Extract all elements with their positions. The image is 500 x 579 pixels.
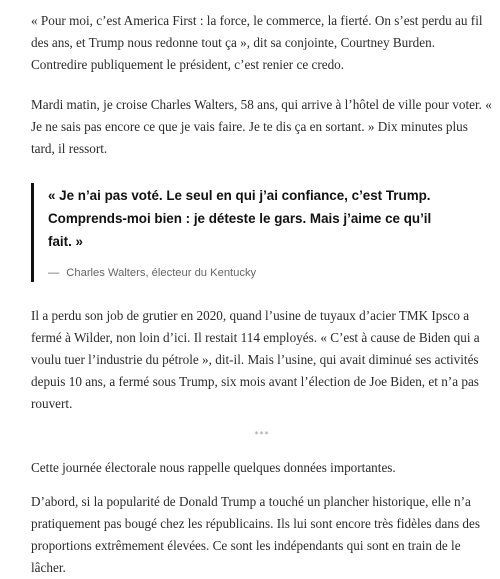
pull-quote-attribution [48,264,453,282]
section-separator: *** [254,430,270,439]
paragraph-charles-intro: Mardi matin, je croise Charles Walters, 58 ans, qui arrive à l’hôtel de ville pour voter. « Je ne sais pas encore ce que je vais faire. Je te dis ça en sortant. » Dix minutes plus tard, il ressort. [31,97,492,156]
article-body [31,10,493,579]
paragraph-popularity: D’abord, si la popularité de Donald Trump a touché un plancher historique, elle n’a pratiquement pas bougé chez les républicains. Ils lui sont encore très fidèles dans des proportions extrêmement élevées. Ce sont les indépendants qui sont en train de le lâcher. [31,494,480,575]
pull-quote-text: « Je n’ai pas voté. Le seul en qui j’ai confiance, c’est Trump. Comprends-moi bien : je déteste le gars. Mais j’aime ce qu’il fait. » [48,188,432,249]
paragraph-grutier: Il a perdu son job de grutier en 2020, quand l’usine de tuyaux d’acier TMK Ipsco a fermé à Wilder, non loin d’ici. Il restait 114 employés. « C’est à cause de Biden qui a voulu tuer l’industrie du pétrole », dit-il. Mais l’usine, qui avait diminué ses activités depuis 10 ans, a fermé sous Trump, six mois avant l’élection de Joe Biden, et n’a pas rouvert. [31,308,480,411]
attribution-dash: — [48,267,60,279]
paragraph-electoral-day: Cette journée électorale nous rappelle quelques données importantes. [31,460,396,475]
attribution-name: Charles Walters, électeur du Kentucky [66,267,257,279]
paragraph-courtney-quote: « Pour moi, c’est America First : la force, le commerce, la fierté. On s’est perdu au fil des ans, et Trump nous redonne tout ça », dit sa conjointe, Courtney Burden. Contredire publiquement le président, c’est renier ce credo. [31,13,483,72]
pull-quote [31,183,453,282]
